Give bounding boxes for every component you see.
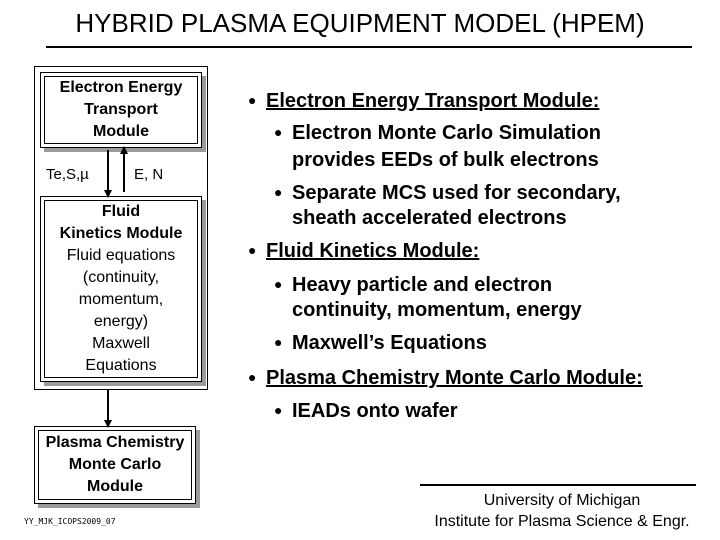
- eetm-line: Transport: [84, 101, 158, 118]
- fkm-body-line: momentum,: [78, 291, 164, 308]
- bullet-text: sheath accelerated electrons: [292, 207, 567, 229]
- eetm-line: Module: [93, 123, 149, 140]
- bullet-text: provides EEDs of bulk electrons: [292, 149, 599, 171]
- fkm-body-line: (continuity,: [82, 269, 160, 286]
- footer-code: YY_MJK_ICOPS2009_07: [24, 517, 116, 526]
- bullet-item: [248, 365, 643, 390]
- bullet-icon: ●: [274, 124, 283, 140]
- bullet-text: Electron Monte Carlo Simulation: [292, 122, 601, 144]
- bullet-continuation: [292, 148, 599, 172]
- credit-divider: [420, 484, 696, 486]
- fkm-body-line: Equations: [85, 357, 157, 374]
- bullet-icon: ●: [248, 369, 257, 385]
- bullet-icon: ●: [248, 92, 257, 108]
- bullet-item: [274, 272, 552, 297]
- bullet-icon: ●: [274, 402, 283, 418]
- bullet-item: [274, 120, 601, 145]
- fkm-body-line: Fluid equations: [66, 247, 176, 264]
- arrow-label-left: Te,S,µ: [46, 166, 89, 183]
- bullet-continuation: [292, 206, 567, 230]
- credit-institute: Institute for Plasma Science & Engr.: [434, 513, 690, 530]
- bullet-icon: ●: [248, 242, 257, 258]
- bullet-text: Electron Energy Transport Module:: [266, 90, 600, 112]
- bullet-item: [274, 398, 458, 423]
- bullet-item: [274, 330, 487, 355]
- pcmcm-line: Plasma Chemistry: [45, 434, 185, 451]
- bullet-continuation: [292, 298, 582, 322]
- bullet-icon: ●: [274, 184, 283, 200]
- slide-title: HYBRID PLASMA EQUIPMENT MODEL (HPEM): [75, 8, 645, 38]
- bullet-text: Fluid Kinetics Module:: [266, 240, 480, 262]
- bullet-text: Plasma Chemistry Monte Carlo Module:: [266, 367, 643, 389]
- bullet-text: Heavy particle and electron: [292, 274, 553, 296]
- fkm-title-line: Kinetics Module: [59, 225, 183, 242]
- bullet-text: Separate MCS used for secondary,: [292, 182, 621, 204]
- bullet-icon: ●: [274, 334, 283, 350]
- fkm-body-line: Maxwell: [92, 335, 150, 352]
- bullet-icon: ●: [274, 276, 283, 292]
- fkm-title-line: Fluid: [101, 203, 141, 220]
- bullet-item: [248, 238, 479, 263]
- eetm-line: Electron Energy: [59, 79, 183, 96]
- bullet-text: Maxwell’s Equations: [292, 332, 487, 354]
- bullet-text: continuity, momentum, energy: [292, 299, 582, 321]
- pcmcm-line: Module: [87, 478, 143, 495]
- bullet-text: IEADs onto wafer: [292, 400, 458, 422]
- fkm-body-line: energy): [93, 313, 149, 330]
- credit-university: University of Michigan: [483, 492, 641, 509]
- arrow-label-right: E, N: [134, 166, 164, 183]
- bullet-item: [248, 88, 599, 113]
- credit-block: [412, 490, 712, 532]
- bullet-item: [274, 180, 621, 205]
- pcmcm-line: Monte Carlo: [68, 456, 162, 473]
